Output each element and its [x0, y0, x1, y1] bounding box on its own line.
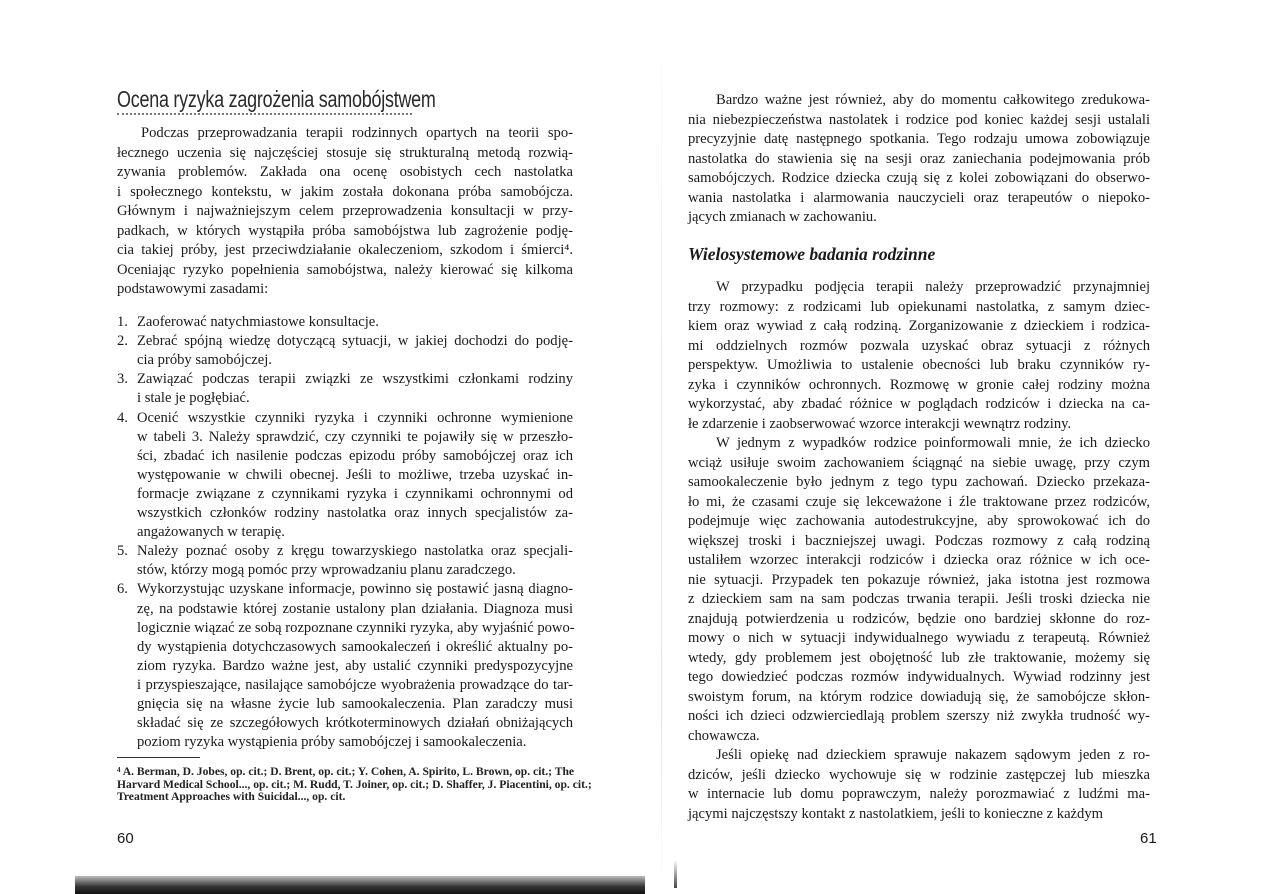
paragraph-line: Podczas przeprowadzania terapii rodzinnych opartych na teorii spo- [141, 125, 573, 141]
list-number: 2. [117, 333, 128, 350]
list-number: 4. [117, 409, 128, 426]
list-item-line: angażowanych w terapię. [137, 524, 285, 541]
list-item-line: Zebrać spójną wiedzę dotyczącą sytuacji, w jakiej dochodzi do podję- [137, 333, 573, 350]
paragraph-line: Głównym i najważniejszym celem przeprowadzenia konsultacji w przy- [117, 203, 573, 219]
paragraph-line: samookaleczenie było jednym z tego typu zachowań. Dziecko przekaza- [688, 474, 1150, 490]
page-number: 61 [1140, 830, 1157, 847]
right-page [640, 0, 1262, 894]
paragraph-line: mowy o nich w sytuacji indywidualnego wywiadu z terapeutą. Również [688, 630, 1150, 646]
footnote-line: Treatment Approaches with Suicidal..., op. cit. [117, 790, 346, 803]
paragraph-line: samobójczych. Rodzice dziecka czują się z kolei zobowiązani do obserwo- [688, 170, 1150, 186]
list-item-line: w tabeli 3. Należy sprawdzić, czy czynniki te pojawiły się w przeszło- [137, 428, 573, 445]
list-item-line: i przyspieszające, nasilające samobójcze wyobrażenia prowadzące do tar- [137, 676, 573, 693]
paragraph-line: W przypadku podjęcia terapii należy przeprowadzić przynajmniej [716, 279, 1150, 295]
paragraph-line: podejmuje więc zachowania autodestrukcyjne, aby sprowokować ich do [688, 513, 1150, 529]
paragraph-line: precyzyjnie datę następnego spotkania. Tego rodzaju umowa zobowiązuje [688, 131, 1150, 147]
paragraph-line: trzy rozmowy: z rodzicami lub opiekunami nastolatka, z samym dziec- [688, 298, 1150, 315]
paragraph-line: ności ich dzieci odzwierciedlają problem szerszy niż zwykła trudność wy- [688, 708, 1150, 724]
paragraph-line: łecznego uczenia się najczęściej stosuje się strukturalną metodą rozwią- [117, 144, 573, 161]
section-heading: Wielosystemowe badania rodzinne [688, 244, 936, 264]
list-item-line: ziom ryzyka. Bardzo ważne jest, aby ustalić czynniki predyspozycyjne [137, 657, 573, 674]
paragraph-line: znajdują potwierdzenia u rodziców, będzie ono bardziej skłonne do roz- [688, 610, 1150, 627]
paragraph-line: Oceniając ryzyko popełnienia samobójstwa, należy kierować się kilkoma [117, 261, 573, 278]
paragraph-line: ło mi, że czasami czuje się lekceważone i źle traktowane przez rodziców, [688, 493, 1150, 510]
paragraph-line: jących zmianach w zachowaniu. [688, 209, 877, 225]
list-item-line: Ocenić wszystkie czynniki ryzyka i czynniki ochronne wymienione [137, 409, 573, 426]
list-item-line: Zaoferować natychmiastowe konsultacje. [137, 314, 379, 330]
section-title: Ocena ryzyka zagrożenia samobójstwem [117, 86, 436, 112]
paragraph-line: i społecznego kontekstu, w jakim została dokonana próba samobójcza. [117, 183, 573, 200]
paragraph-line: wtedy, gdy problemem jest obojętność lub złe traktowanie, możemy się [688, 649, 1150, 666]
paragraph-line: nia niebezpieczeństwa nastolatek i rodzice pod koniec każdej sesji ustalali [688, 111, 1150, 128]
list-number: 1. [117, 314, 128, 330]
paragraph-line: mi oddzielnych rozmów pozwala uzyskać obraz sytuacji z różnych [688, 337, 1150, 354]
paragraph-line: wykorzystać, aby zbadać różnice w poglądach rodziców i dziecka na ca- [688, 396, 1150, 412]
list-item-line: dy wystąpienia dotychczasowych samookaleczeń i określić aktualny po- [137, 638, 573, 655]
list-item-line: Wykorzystując uzyskane informacje, powinno się postawić jasną diagno- [137, 581, 573, 598]
paragraph-line: dziców, jeśli dziecko wychowuje się w rodzinie zastępczej lub mieszka [688, 766, 1150, 783]
list-item-line: logicznie wiązać ze sobą rozpoznane czynniki ryzyka, aby wyjaśnić powo- [137, 619, 575, 636]
paragraph-line: zyka i czynników ochronnych. Rozmowę w gronie całej rodziny można [688, 376, 1150, 393]
list-item-line: i stale je pogłębiać. [137, 390, 250, 407]
list-number: 5. [117, 543, 128, 560]
list-item-line: formacje związane z czynnikami ryzyka i czynnikami ochronnymi od [137, 485, 573, 502]
paragraph-line: wania nastolatka i alarmowania nauczycieli oraz terapeutów o niepoko- [688, 189, 1150, 206]
list-item-line: składać się ze szczegółowych krótkoterminowych działań obniżających [137, 715, 573, 732]
list-item-line: poziom ryzyka wystąpienia próby samobójczej i samookaleczenia. [137, 734, 527, 751]
list-item-line: gnięcia się na własne życie lub samookaleczenia. Plan zaradczy musi [137, 696, 573, 712]
footnote-line: Harvard Medical School..., op. cit.; M. Rudd, T. Joiner, op. cit.; D. Shaffer, J. Piacentini, op. cit.; [117, 777, 592, 791]
paragraph-line: kiem oraz wywiad z całą rodziną. Zorganizowanie z dzieckiem i rodzica- [688, 318, 1150, 334]
page-number: 60 [117, 830, 134, 847]
paragraph-line: z dzieckiem sam na sam podczas trwania terapii. Jeśli troski dziecka nie [688, 591, 1150, 607]
paragraph-line: w internacie lub domu poprawczym, należy porozmawiać z ludźmi ma- [688, 786, 1150, 802]
paragraph-line: padkach, w których wystąpiła próba samobójstwa lub zagrożenie podję- [117, 222, 573, 239]
paragraph-line: Jeśli opiekę nad dzieckiem sprawuje nakazem sądowym jeden z ro- [716, 747, 1150, 763]
paragraph-line: perspektyw. Umożliwia to ustalenie obecności lub braku czynników ry- [688, 357, 1150, 373]
paragraph-line: chowawcza. [688, 727, 760, 744]
paragraph-line: wciąż usiłuje swoim zachowaniem ściągnąć na siebie uwagę, przy czym [688, 454, 1150, 471]
paragraph-line: jącymi najczęstszy kontakt z nastolatkiem, jeśli to konieczne z każdym [688, 805, 1103, 822]
list-item-line: wszystkich członków rodziny nastolatka oraz innych specjalistów za- [137, 505, 573, 521]
paragraph-line: tego dowiedzieć podczas rozmów indywidualnych. Wywiad rodzinny jest [688, 669, 1150, 685]
paragraph-line: nastolatka do stawienia się na sesji oraz zaniechania podejmowania prób [688, 150, 1150, 167]
list-number: 3. [117, 371, 128, 388]
list-number: 6. [117, 581, 128, 598]
footnote-line: ⁴ A. Berman, D. Jobes, op. cit.; D. Brent, op. cit.; Y. Cohen, A. Spirito, L. Brown, op. cit.; The [117, 765, 575, 778]
list-item-line: ści, zbadać ich nasilenie podczas epizodu próby samobójczej oraz ich [137, 447, 573, 464]
paragraph-line: większej troski i baczniejszej uwagi. Podczas rozmowy z całą rodziną [688, 532, 1150, 549]
paragraph-line: W jednym z wypadków rodzice poinformowali mnie, że ich dziecko [716, 435, 1150, 451]
paragraph-line: Bardzo ważne jest również, aby do momentu całkowitego zredukowa- [716, 92, 1150, 108]
list-item-line: zę, na podstawie której zostanie ustalony plan działania. Diagnoza musi [137, 600, 573, 617]
paragraph-line: ustaliłem wzorzec interakcji rodziców i dziecka oraz różnice w ich oce- [688, 552, 1150, 568]
list-item-line: cia próby samobójczej. [137, 352, 272, 369]
paragraph-line: cia takiej próby, jest przeciwdziałanie okaleczeniom, szkodom i śmierci⁴. [117, 242, 573, 258]
paragraph-line: nie sytuacji. Przypadek ten pokazuje również, jaka istotna jest rozmowa [688, 571, 1150, 588]
list-item-line: stów, którzy mogą pomóc przy wprowadzaniu planu zaradczego. [137, 562, 516, 579]
list-item-line: Zawiązać podczas terapii związki ze wszystkimi członkami rodziny [137, 371, 573, 388]
paragraph-line: zywania problemów. Zakłada ona ocenę osobistych cech nastolatka [117, 164, 573, 180]
list-item-line: występowanie w chwili obecnej. Jeśli to możliwe, trzeba uzyskać in- [137, 466, 573, 483]
paragraph-line: podstawowymi zasadami: [117, 281, 269, 297]
paragraph-line: łe zdarzenie i zaobserwować wzorce interakcji wewnątrz rodziny. [688, 415, 1072, 432]
list-item-line: Należy poznać osoby z kręgu towarzyskiego nastolatka oraz specjali- [137, 543, 573, 560]
title-dotted-rule [117, 113, 412, 115]
paragraph-line: swoistym forum, na którym rodzice dowiadują się, że samobójcze skłon- [688, 688, 1150, 705]
footnote-rule [117, 757, 200, 758]
